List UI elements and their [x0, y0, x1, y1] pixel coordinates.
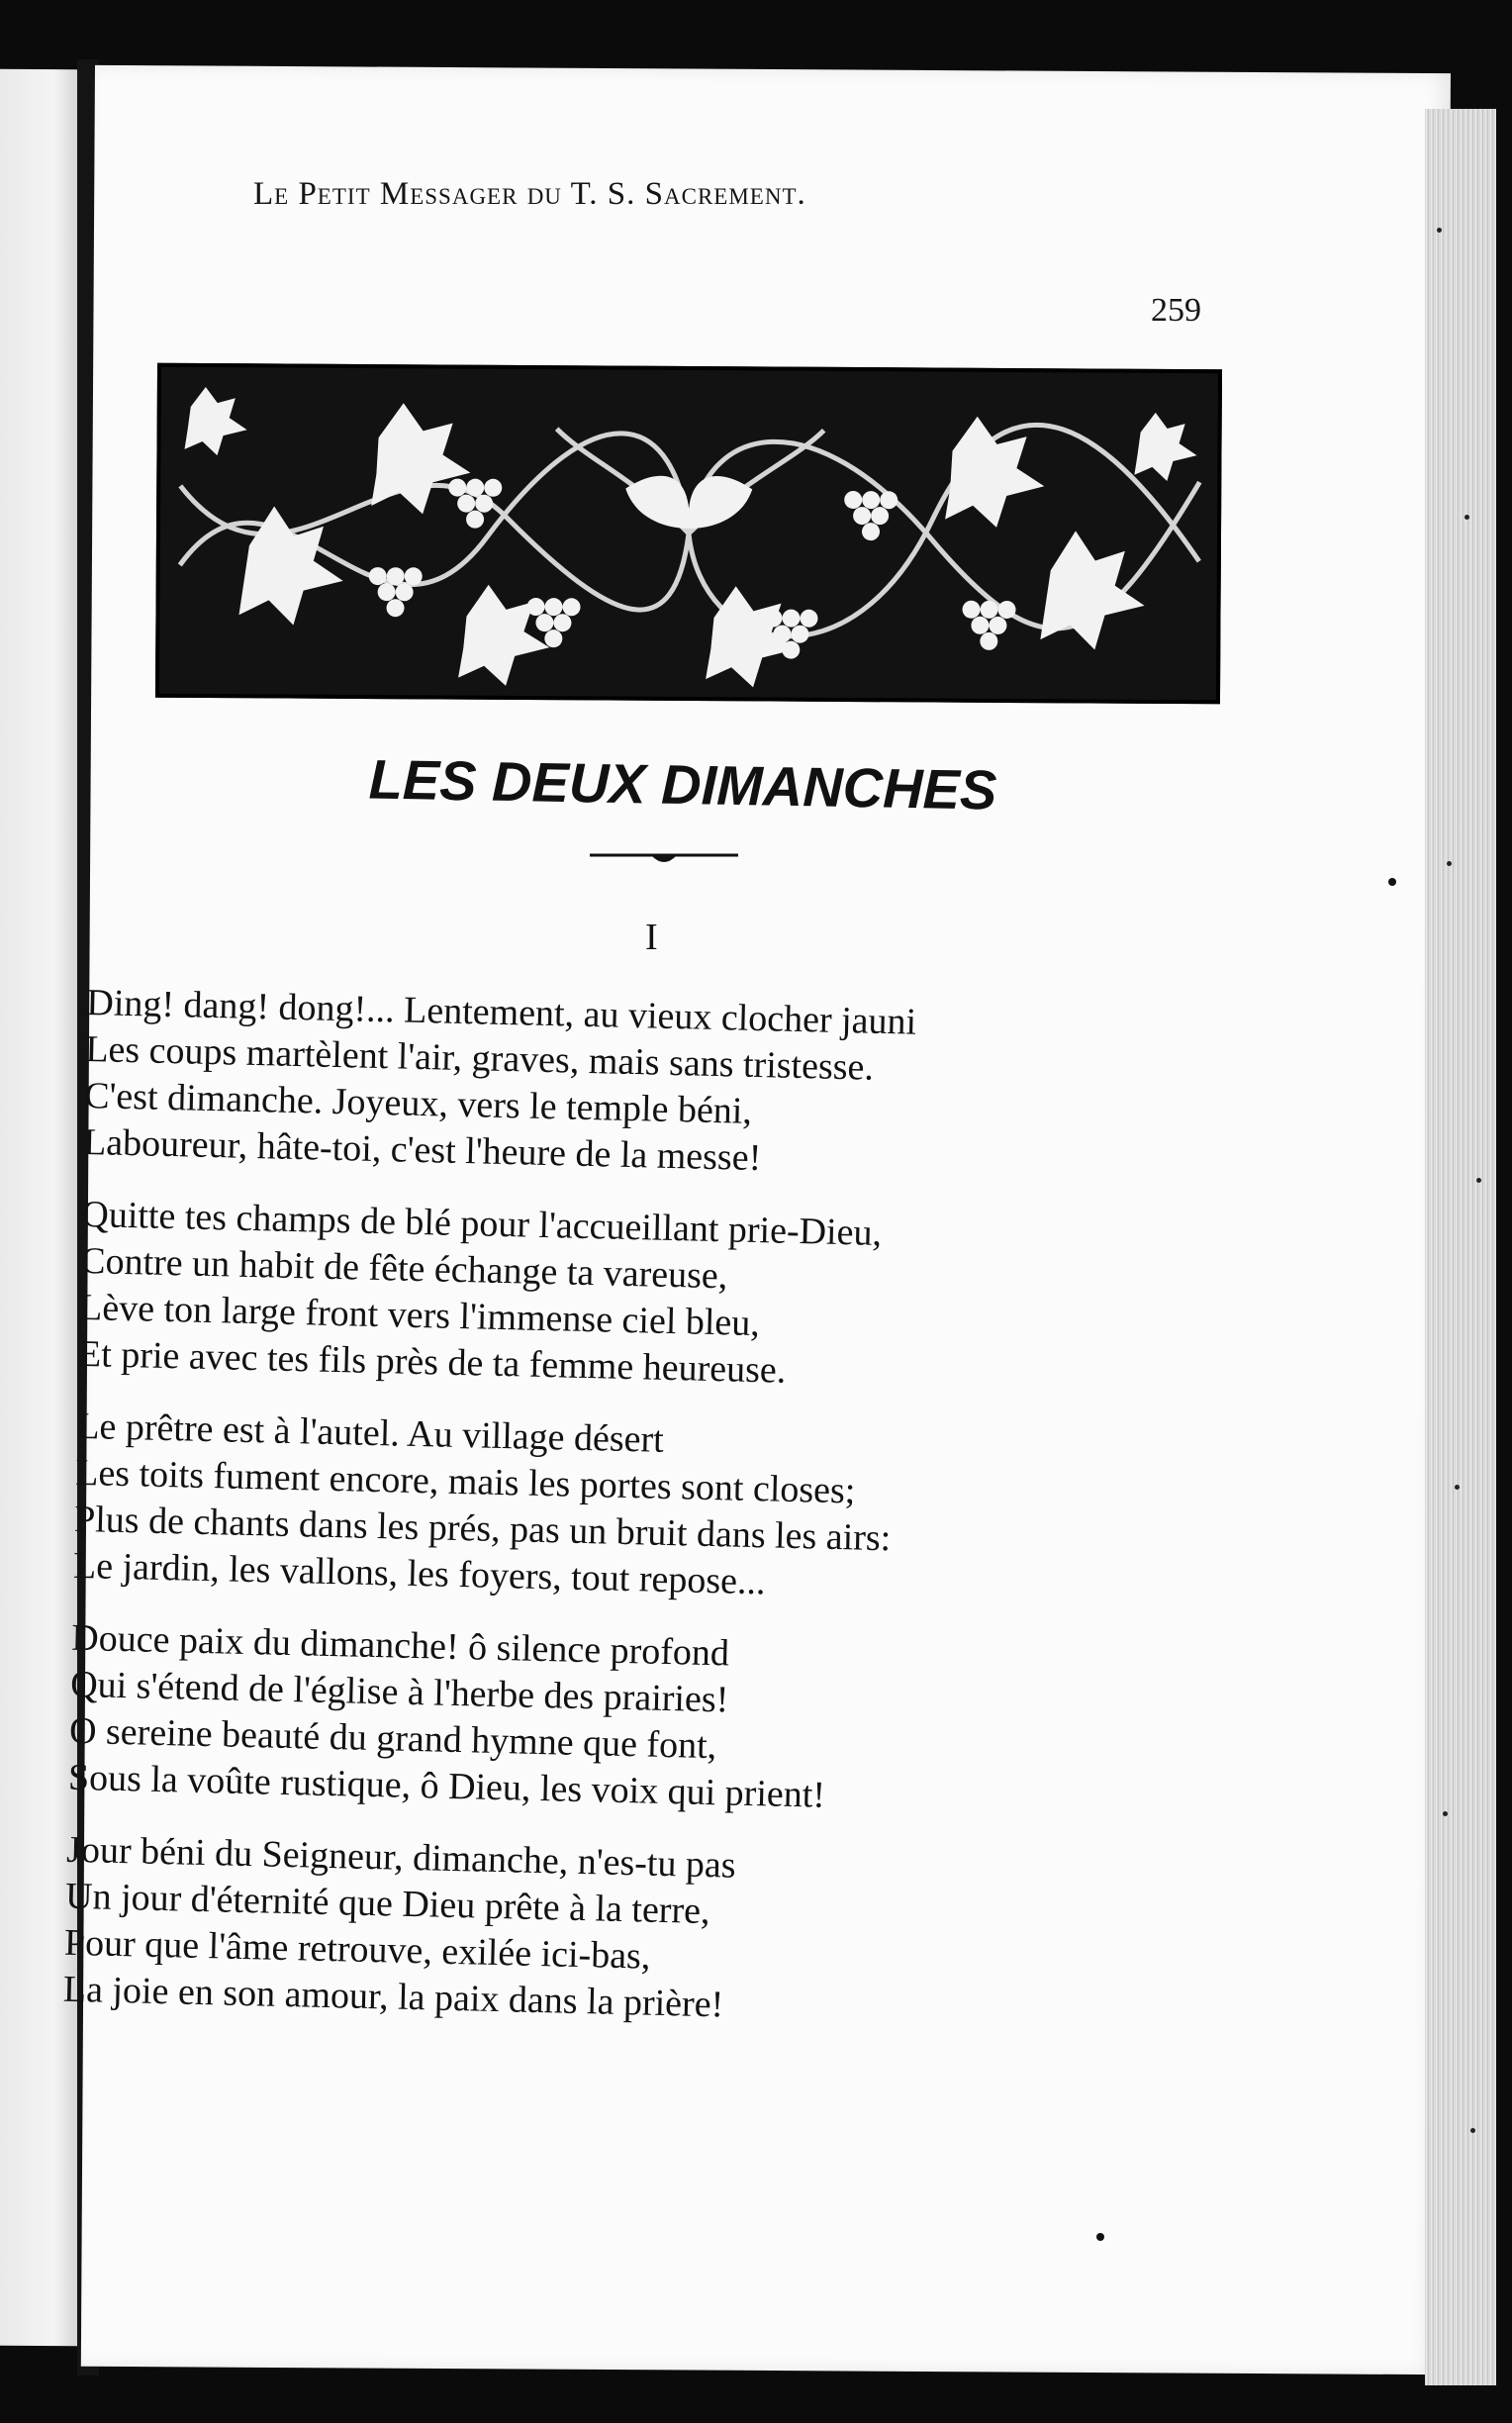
stanza [72, 1404, 1264, 1617]
verse-line: Et prie avec tes fils près de ta femme heureuse. [77, 1332, 787, 1392]
verse-line: Le prêtre est à l'autel. Au village désert [75, 1405, 665, 1461]
stanza [78, 1192, 1270, 1405]
ink-speck [1388, 878, 1396, 886]
verse-line: Contre un habit de fête échange ta vareuse, [79, 1239, 728, 1298]
verse-line: Le jardin, les vallons, les foyers, tout repose... [72, 1544, 767, 1603]
poem-body [62, 980, 1275, 2067]
verse-line: La joie en son amour, la paix dans la prière! [62, 1968, 724, 2026]
stanza [62, 1827, 1254, 2041]
grapevine-ornament-icon [159, 367, 1218, 701]
verse-line: Pour que l'âme retrouve, exilée ici-bas, [63, 1921, 651, 1978]
page-number: 259 [1151, 292, 1201, 329]
running-head: Le Petit Messager du T. S. Sacrement. [253, 176, 806, 212]
verse-line: O sereine beauté du grand hymne que font, [68, 1709, 717, 1768]
ink-speck [1096, 2233, 1104, 2241]
stanza [83, 980, 1275, 1194]
verse-line: Lève ton large front vers l'immense ciel bleu, [78, 1286, 761, 1345]
page-edges [1425, 109, 1496, 2385]
verse-line: Qui s'étend de l'église à l'herbe des prairies! [69, 1663, 729, 1721]
verse-line: Laboureur, hâte-toi, c'est l'heure de la messe! [82, 1120, 762, 1180]
title-divider-ornament [590, 849, 738, 865]
section-numeral: I [645, 917, 658, 958]
verse-line: C'est dimanche. Joyeux, vers le temple béni, [83, 1074, 753, 1132]
verse-line: Les toits fument encore, mais les portes sont closes; [74, 1451, 856, 1512]
verse-line: Ding! dang! dong!... Lentement, au vieux clocher jauni [85, 981, 917, 1043]
verse-line: Douce paix du dimanche! ô silence profond [70, 1616, 730, 1675]
poem-title: LES DEUX DIMANCHES [368, 747, 997, 822]
verse-line: Un jour d'éternité que Dieu prête à la terre, [64, 1875, 710, 1933]
verse-line: Les coups martèlent l'air, graves, mais sans tristesse. [84, 1027, 875, 1089]
grapevine-ornament-banner [155, 363, 1222, 705]
verse-line: Plus de chants dans les prés, pas un bruit dans les airs: [73, 1498, 892, 1560]
stanza [67, 1615, 1259, 1829]
verse-line: Jour béni du Seigneur, dimanche, n'es-tu pas [65, 1828, 737, 1887]
verse-line: Quitte tes champs de blé pour l'accueillant prie-Dieu, [80, 1193, 883, 1254]
verse-line: Sous la voûte rustique, ô Dieu, les voix qui prient! [67, 1756, 826, 1816]
